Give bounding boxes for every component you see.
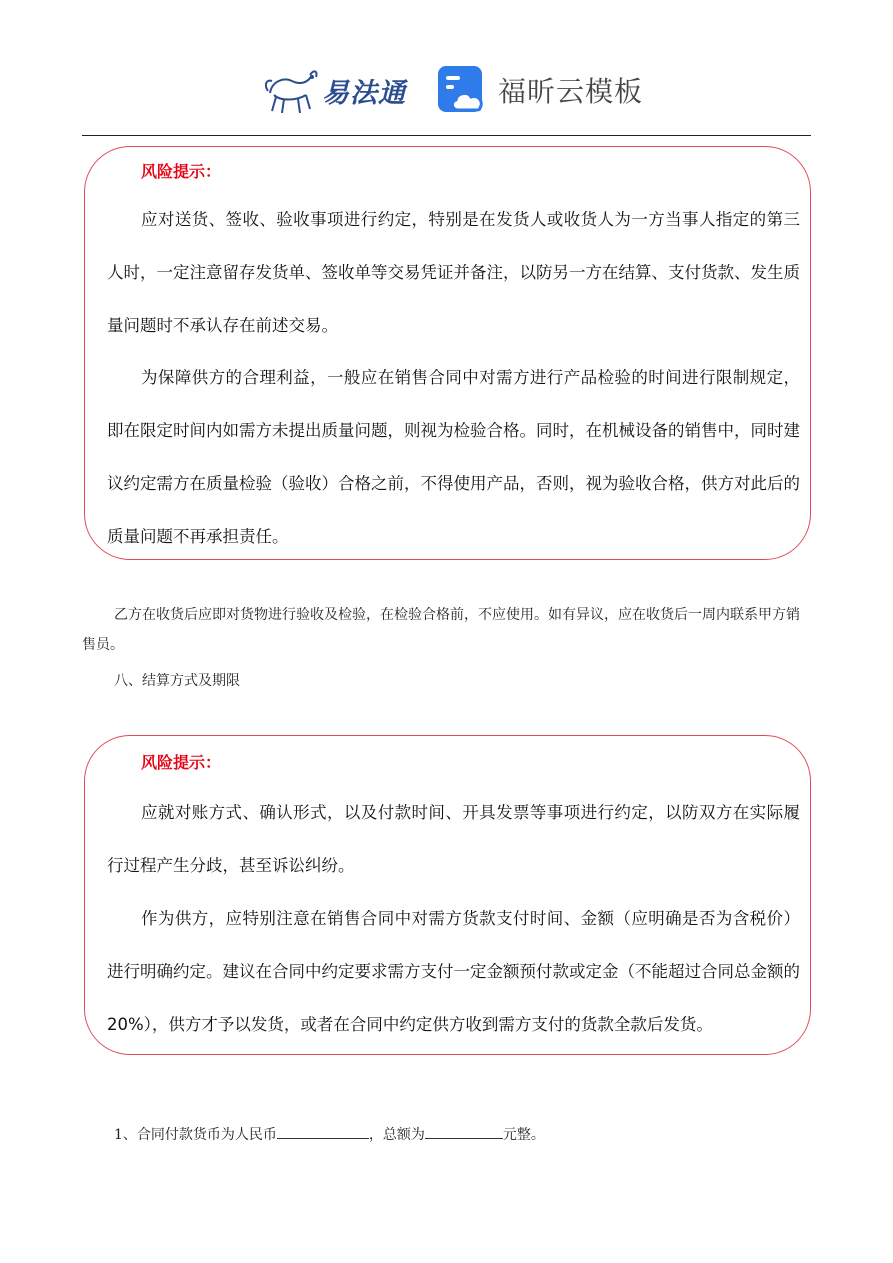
yifatong-logo-text: 易法通	[322, 77, 406, 109]
risk-notice-paragraph: 作为供方，应特别注意在销售合同中对需方货款支付时间、金额（应明确是否为含税价）进行明确约定。建议在合同中约定要求需方支付一定金额预付款或定金（不能超过合同总金额的 20%），供方才予以发货，或者在合同中约定供方收到需方支付的货款全款后发货。	[107, 909, 800, 1034]
clause-suffix: 元整。	[502, 1127, 545, 1143]
qilin-icon	[262, 63, 320, 117]
risk-notice-box-delivery	[84, 146, 811, 560]
risk-notice-box-settlement	[84, 735, 811, 1055]
clause-prefix: 1、合同付款货币为人民币	[114, 1127, 277, 1143]
risk-notice-title: 风险提示：	[141, 753, 222, 772]
foxit-template-logo	[436, 64, 643, 116]
risk-notice-title: 风险提示：	[141, 162, 222, 181]
amount-blank-field[interactable]	[425, 1123, 503, 1139]
cloud-document-icon	[436, 64, 488, 116]
section-heading-settlement: 八、结算方式及期限	[114, 673, 240, 689]
risk-notice-paragraph: 为保障供方的合理利益，一般应在销售合同中对需方进行产品检验的时间进行限制规定，即在限定时间内如需方未提出质量问题，则视为检验合格。同时，在机械设备的销售中，同时建议约定需方在质量检验（验收）合格之前，不得使用产品，否则，视为验收合格，供方对此后的质量问题不再承担责任。	[107, 368, 800, 546]
risk-notice-paragraph: 应对送货、签收、验收事项进行约定，特别是在发货人或收货人为一方当事人指定的第三人时，一定注意留存发货单、签收单等交易凭证并备注，以防另一方在结算、支付货款、发生质量问题时不承认存在前述交易。	[107, 210, 800, 335]
foxit-template-logo-text: 福昕云模板	[498, 75, 644, 108]
acceptance-clause-text: 乙方在收货后应即对货物进行验收及检验，在检验合格前，不应使用。如有异议，应在收货后一周内联系甲方销售员。	[82, 607, 800, 653]
currency-blank-field[interactable]	[277, 1123, 369, 1139]
payment-currency-clause	[114, 1120, 811, 1150]
page-header	[82, 58, 811, 136]
risk-notice-paragraph: 应就对账方式、确认形式，以及付款时间、开具发票等事项进行约定，以防双方在实际履行过程产生分歧，甚至诉讼纠纷。	[107, 803, 800, 875]
yifatong-logo	[262, 62, 412, 118]
clause-middle: ，总额为	[368, 1127, 425, 1143]
